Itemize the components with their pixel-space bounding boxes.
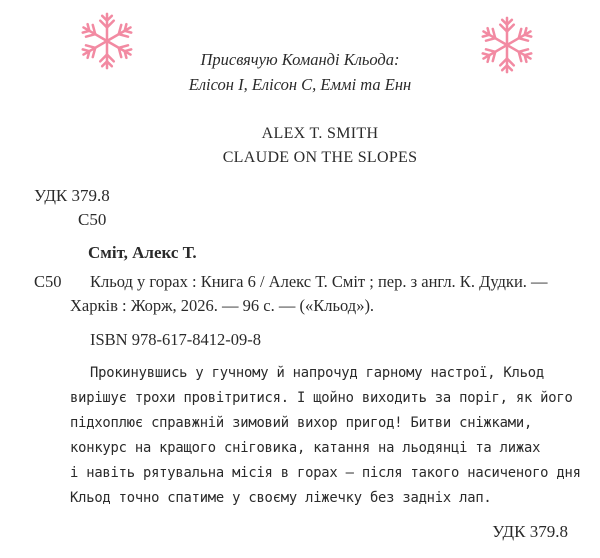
dedication-line-1: Присвячую Команді Кльода: bbox=[200, 50, 400, 69]
annotation-line: Кльод точно спатиме у своєму ліжечку без задніх лап. bbox=[70, 490, 492, 506]
annotation-line: вирішує трохи провітритися. І щойно виходить за поріг, як його bbox=[70, 390, 573, 406]
dedication-line-2: Елісон І, Елісон С, Еммі та Енн bbox=[188, 75, 412, 94]
annotation-line: конкурс на кращого сніговика, катання на льодянці та лижах bbox=[70, 440, 541, 456]
annotation-line: підхоплює справжній зимовий вихор пригод! Битви сніжками, bbox=[70, 415, 533, 431]
original-title: CLAUDE ON THE SLOPES bbox=[222, 149, 418, 166]
udk-code-bottom: УДК 379.8 bbox=[492, 522, 568, 541]
annotation-line: Прокинувшись у гучному й напрочуд гарному настрої, Кльод bbox=[90, 365, 544, 381]
bibliographic-line-2: Харків : Жорж, 2026. — 96 с. — («Кльод»). bbox=[70, 296, 375, 315]
isbn: ISBN 978-617-8412-09-8 bbox=[90, 330, 261, 349]
original-author: ALEX T. SMITH bbox=[261, 125, 379, 142]
author-heading: Сміт, Алекс Т. bbox=[88, 243, 197, 262]
udk-code-top: УДК 379.8 bbox=[34, 186, 110, 205]
annotation-line: і навіть рятувальна місія в горах — після такого насиченого дня bbox=[70, 465, 581, 481]
author-sign-left: С50 bbox=[34, 272, 62, 291]
bibliographic-line-1: Кльод у горах : Книга 6 / Алекс Т. Сміт ; пер. з англ. К. Дудки. — bbox=[90, 272, 548, 291]
author-sign-top: С50 bbox=[78, 210, 107, 229]
